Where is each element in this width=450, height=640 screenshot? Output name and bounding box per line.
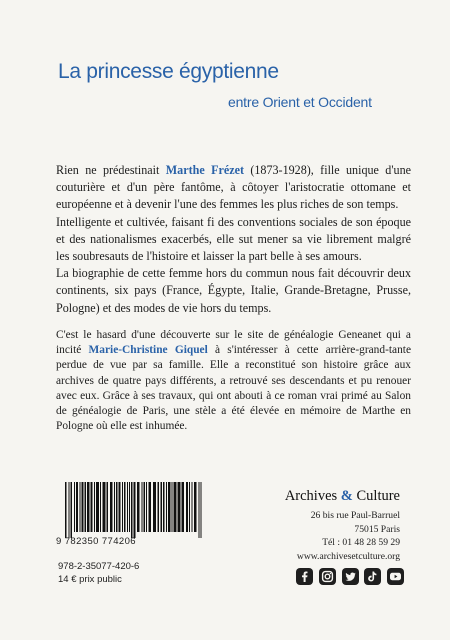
barcode-bar xyxy=(199,482,200,538)
publisher-address xyxy=(260,509,400,563)
barcode-bar xyxy=(65,482,67,538)
barcode-bar xyxy=(144,482,146,532)
barcode-bar xyxy=(82,482,84,532)
barcode-bar xyxy=(76,482,78,532)
author-note xyxy=(56,328,411,434)
publisher-name-1: Archives xyxy=(284,488,341,504)
barcode-bar xyxy=(87,482,90,532)
barcode-bar xyxy=(69,482,70,538)
barcode-bar xyxy=(116,482,118,532)
barcode-bar xyxy=(127,482,128,532)
publisher-ampersand: & xyxy=(340,488,353,504)
book-title: La princesse égyptienne xyxy=(58,60,279,83)
barcode-bar xyxy=(168,482,171,532)
barcode-bar xyxy=(114,482,115,532)
barcode-bar xyxy=(153,482,156,532)
barcode-bar xyxy=(149,482,152,532)
barcode-bar xyxy=(80,482,81,532)
isbn-block xyxy=(58,560,139,586)
synopsis-line-3: La biographie de cette femme hors du commun nous fait découvrir deux continents, six pays (France, Égypte, Italie, Grande-Bretagne, Prusse, Pologne) et des modes de vie hors du temps. xyxy=(56,266,411,315)
barcode-bar xyxy=(94,482,95,532)
barcode-bar xyxy=(107,482,109,532)
author-note-text xyxy=(56,328,411,434)
barcode-bar xyxy=(178,482,181,532)
barcode-bar xyxy=(201,482,202,538)
barcode-bar xyxy=(142,482,143,532)
tiktok-icon[interactable] xyxy=(364,568,381,585)
facebook-icon[interactable] xyxy=(296,568,313,585)
barcode-bar xyxy=(163,482,165,532)
barcode-bar xyxy=(124,482,126,532)
barcode-bar xyxy=(119,482,121,532)
barcode-bar xyxy=(172,482,173,532)
synopsis-rest: (1873-1928), fille unique d'une couturière et d'un père fantôme, à côtoyer l'aristocratie ottomane et européenne et à devenir l'une des femmes les plus riches de son temps. xyxy=(56,163,411,212)
author-note-rest: à s'intéresser à cette arrière-grand-tante perdue de vue par sa famille. Elle a reconstitué son histoire grâce aux archives de quatre pays différents, a retrouvé ses descendants et pu renouer avec eux. Grâce à ses travaux, qui ont abouti à ce roman vrai primé au Salon de généalogie de Paris, une stèle a été élevée en mémoire de Marthe en Pologne où elle est inhumée. xyxy=(56,344,412,433)
barcode-bar xyxy=(71,482,73,538)
barcode-bar xyxy=(122,482,123,532)
barcode-bar xyxy=(186,482,188,532)
synopsis-line-1 xyxy=(56,162,411,214)
barcode-bar xyxy=(174,482,177,532)
barcode-bar xyxy=(103,482,106,532)
barcode-bar xyxy=(85,482,87,532)
barcode-bar xyxy=(131,482,133,538)
barcode-bar xyxy=(74,482,75,532)
price: 14 € prix public xyxy=(58,574,122,585)
barcode xyxy=(56,482,206,550)
author-note-intro: C'est le hasard d'une découverte sur le site de généalogie Geneanet qui a incité xyxy=(56,329,411,357)
barcode-bar xyxy=(146,482,147,532)
publisher-city: 75015 Paris xyxy=(354,523,400,535)
barcode-bars xyxy=(64,482,204,538)
publisher-name xyxy=(260,488,400,505)
barcode-bar xyxy=(189,482,190,532)
barcode-bar xyxy=(134,482,136,538)
barcode-bar xyxy=(110,482,113,532)
barcode-bar xyxy=(161,482,163,532)
isbn-number: 978-2-35077-420-6 xyxy=(58,561,140,572)
barcode-bar xyxy=(182,482,185,532)
barcode-bar xyxy=(96,482,99,532)
author-name: Marie-Christine Giquel xyxy=(88,344,208,357)
barcode-bar xyxy=(194,482,197,532)
barcode-bar xyxy=(158,482,160,532)
publisher-phone: Tél : 01 48 28 59 29 xyxy=(322,537,400,549)
book-subtitle: entre Orient et Occident xyxy=(228,94,372,110)
social-icons xyxy=(296,568,404,586)
youtube-icon[interactable] xyxy=(387,568,404,585)
publisher-name-2: Culture xyxy=(352,488,400,504)
barcode-digits: 9 782350 774206 xyxy=(56,536,136,547)
heroine-name: Marthe Frézet xyxy=(165,163,244,177)
synopsis xyxy=(56,162,411,317)
barcode-bar xyxy=(100,482,101,532)
synopsis-intro: Rien ne prédestinait xyxy=(56,163,166,177)
barcode-bar xyxy=(129,482,130,532)
barcode-bar xyxy=(137,482,140,532)
instagram-icon[interactable] xyxy=(319,568,336,585)
synopsis-line-2: Intelligente et cultivée, faisant fi des conventions sociales de son époque et des nationalismes exacerbés, elle sut mener sa vie librement malgré les soubresauts de l'histoire et laisser la part belle à ses amours. xyxy=(56,214,411,264)
barcode-bar xyxy=(166,482,167,532)
twitter-icon[interactable] xyxy=(342,568,359,585)
publisher-street: 26 bis rue Paul-Barruel xyxy=(310,510,400,521)
publisher-website[interactable]: www.archivesetculture.org xyxy=(296,550,400,562)
barcode-bar xyxy=(192,482,193,532)
barcode-bar xyxy=(91,482,93,532)
publisher-block xyxy=(260,488,400,563)
